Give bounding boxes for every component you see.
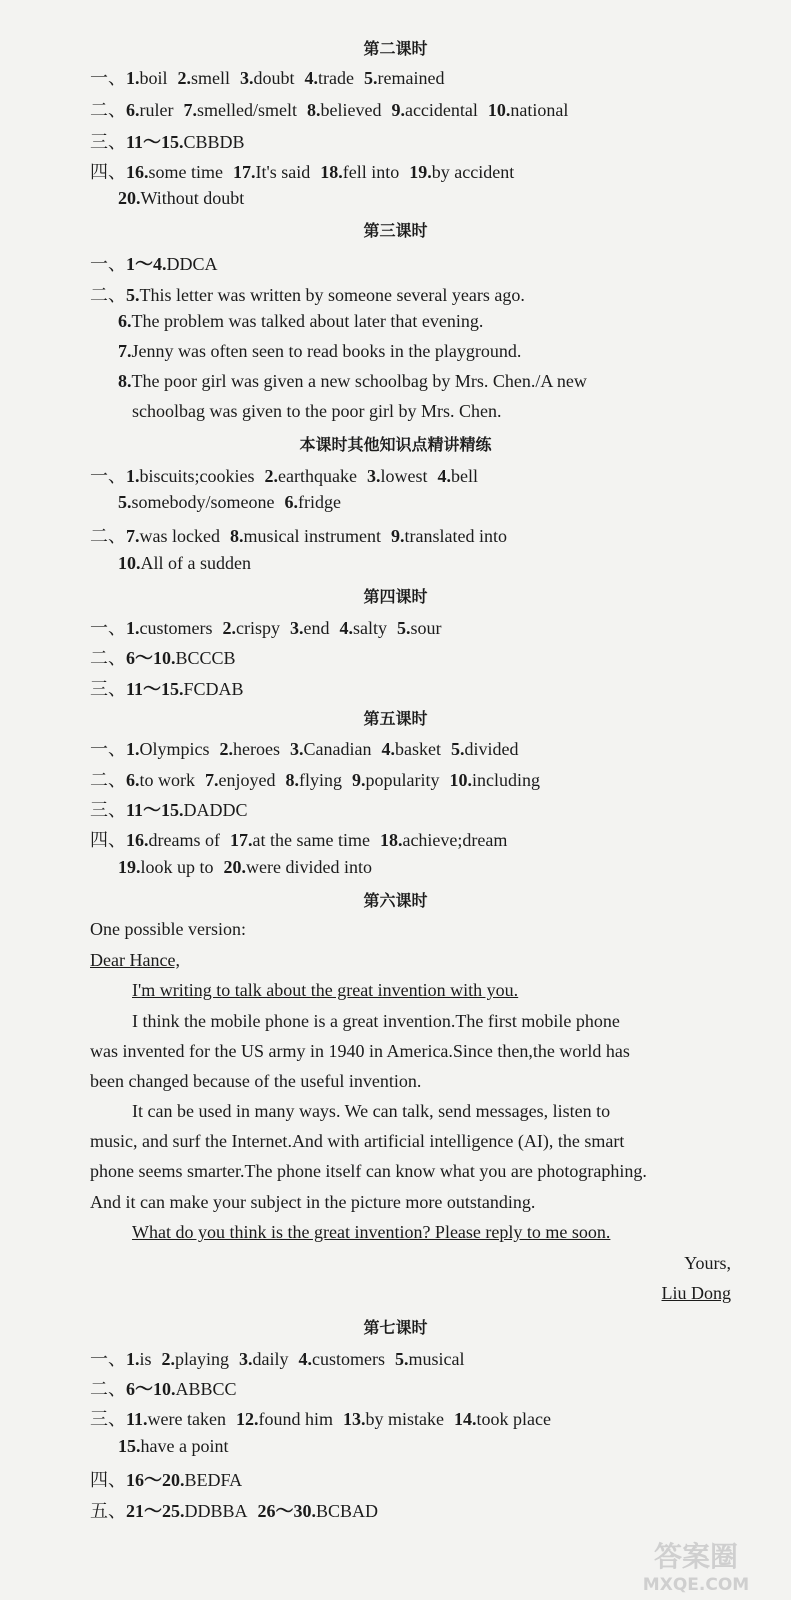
answer-number: 3.: [366, 466, 381, 486]
section-marker: 一、: [90, 466, 126, 486]
answer-text: doubt: [253, 68, 295, 88]
essay-paragraph: I think the mobile phone is a great invention.The first mobile phone: [132, 1011, 620, 1031]
essay-paragraph: been changed because of the useful invention.: [90, 1071, 422, 1091]
answer-text: CBBDB: [183, 132, 245, 152]
answer-number: 19.: [118, 857, 141, 877]
answer-text: playing: [175, 1349, 230, 1369]
answer-text: fell into: [342, 162, 400, 182]
answer-item: [126, 162, 223, 183]
answer-number: 10.: [449, 770, 472, 790]
answer-number: 8.: [229, 526, 244, 546]
answer-line: [118, 341, 521, 362]
answer-item: [451, 739, 519, 760]
answer-number: 16.: [126, 830, 149, 850]
answer-item: [343, 1409, 444, 1430]
answer-item: [220, 739, 280, 760]
essay-paragraph: phone seems smarter.The phone itself can know what you are photographing.: [90, 1161, 647, 1181]
answer-line: [90, 462, 488, 488]
answer-number: 12.: [235, 1409, 259, 1429]
section-marker: 四、: [90, 1470, 126, 1490]
answer-text: basket: [394, 739, 441, 759]
answer-item: [236, 1409, 333, 1430]
answer-item: [183, 100, 296, 121]
answer-number: 2.: [177, 68, 192, 88]
answer-text: took place: [476, 1409, 551, 1429]
answer-line: [90, 96, 578, 122]
answer-number: 5.: [118, 492, 132, 512]
answer-item: [449, 770, 540, 791]
answer-item: [409, 162, 514, 183]
section-marker: 一、: [90, 618, 126, 638]
answer-number: 6.: [284, 492, 298, 512]
answer-text: This letter was written by someone several years ago.: [139, 285, 525, 305]
essay-paragraph: It can be used in many ways. We can talk, send messages, listen to: [132, 1101, 611, 1121]
answer-number: 4.: [298, 1349, 313, 1369]
answer-number: 5.: [395, 1349, 409, 1369]
answer-line: [90, 766, 550, 792]
answer-item: [488, 100, 568, 121]
answer-number: 5.: [450, 739, 465, 759]
answer-line: [90, 1466, 242, 1492]
answer-line: [90, 675, 244, 701]
answer-line: [118, 311, 483, 332]
answer-text: were taken: [147, 1409, 226, 1429]
answer-line: [90, 826, 517, 852]
answer-text: trade: [318, 68, 355, 88]
answer-item: [126, 1349, 152, 1370]
answer-line: [90, 1345, 475, 1371]
answer-number: 1.: [126, 68, 140, 88]
essay-greeting: Dear Hance,: [90, 950, 180, 970]
answer-text: including: [471, 770, 540, 790]
answer-number: 4.: [437, 466, 451, 486]
answer-text: by accident: [431, 162, 515, 182]
answer-line: [90, 128, 245, 154]
answer-number: 7.: [118, 341, 132, 361]
answer-text: ABBCC: [175, 1379, 237, 1399]
essay-signature: Liu Dong: [661, 1283, 731, 1303]
answer-text: look up to: [140, 857, 214, 877]
answer-number: 6～10.: [126, 648, 176, 668]
answer-number: 1～4.: [126, 254, 167, 274]
answer-item: [126, 466, 255, 487]
answer-line: [90, 250, 218, 276]
answer-item: [230, 830, 370, 851]
answer-number: 14.: [453, 1409, 477, 1429]
heading-lesson-4: 第四课时: [363, 587, 428, 606]
answer-number: 2.: [222, 618, 236, 638]
answer-item: [126, 1409, 226, 1430]
answer-item: [437, 466, 478, 487]
answer-item: [380, 830, 507, 851]
answer-item: [126, 770, 195, 791]
section-marker: 一、: [90, 68, 126, 88]
answer-item: [258, 1497, 379, 1523]
answer-item: [118, 492, 274, 513]
section-marker: 二、: [90, 526, 126, 546]
answer-number: 5.: [126, 285, 140, 305]
section-marker: 三、: [90, 1409, 126, 1429]
section-marker: 三、: [90, 132, 126, 152]
answer-text: sour: [410, 618, 442, 638]
answer-line: [90, 614, 451, 640]
answer-number: 2.: [264, 466, 278, 486]
answer-text: DDCA: [166, 254, 218, 274]
answer-text: Without doubt: [140, 188, 245, 208]
answer-line: schoolbag was given to the poor girl by Mrs. Chen.: [132, 401, 502, 421]
answer-text: lowest: [380, 466, 428, 486]
answer-line: [90, 64, 454, 90]
section-marker: 二、: [90, 648, 126, 668]
answer-text: biscuits;cookies: [139, 466, 255, 486]
section-marker: 四、: [90, 830, 126, 850]
answer-number: 8.: [306, 100, 321, 120]
answer-line: [118, 553, 251, 574]
answer-item: [364, 68, 444, 89]
answer-line: [90, 1375, 237, 1401]
answer-number: 1.: [126, 739, 140, 759]
answer-number: 6.: [118, 311, 132, 331]
answer-item: [224, 857, 372, 878]
section-marker: 四、: [90, 162, 126, 182]
answer-item: [178, 68, 231, 89]
answer-number: 5.: [396, 618, 411, 638]
answer-number: 4.: [304, 68, 319, 88]
answer-text: DDBBA: [184, 1501, 248, 1521]
answer-item: [352, 770, 440, 791]
answer-text: some time: [148, 162, 223, 182]
answer-number: 17.: [233, 162, 256, 182]
answer-text: believed: [320, 100, 382, 120]
answer-item: [391, 100, 477, 121]
answer-number: 5.: [364, 68, 378, 88]
answer-number: 16～20.: [126, 1470, 185, 1490]
answer-number: 20.: [223, 857, 247, 877]
answer-text: to work: [139, 770, 195, 790]
heading-lesson-7: 第七课时: [363, 1318, 428, 1337]
answer-text: divided: [464, 739, 519, 759]
answer-text: by mistake: [365, 1409, 444, 1429]
answer-text: customers: [312, 1349, 385, 1369]
heading-lesson-5: 第五课时: [363, 709, 428, 728]
answer-text: musical instrument: [243, 526, 381, 546]
answer-text: Jenny was often seen to read books in the playground.: [131, 341, 522, 361]
answer-item: [126, 618, 212, 639]
answer-text: fridge: [297, 492, 341, 512]
answer-text: Olympics: [139, 739, 210, 759]
answer-item: [367, 466, 428, 487]
answer-item: [381, 739, 440, 760]
answer-number: 9.: [391, 100, 405, 120]
answer-item: [290, 618, 330, 639]
watermark-en: MXQE.COM: [642, 1575, 750, 1594]
answer-item: [320, 162, 399, 183]
section-marker: 二、: [90, 770, 126, 790]
answer-text: flying: [298, 770, 342, 790]
answer-text: national: [510, 100, 569, 120]
answer-number: 13.: [342, 1409, 366, 1429]
answer-number: 15.: [118, 1436, 141, 1456]
answer-item: [126, 739, 210, 760]
answer-number: 10.: [118, 553, 141, 573]
answer-number: 6～10.: [126, 1379, 176, 1399]
answer-number: 18.: [320, 162, 343, 182]
answer-text: DADDC: [183, 800, 248, 820]
answer-number: 7.: [183, 100, 197, 120]
answer-text: heroes: [233, 739, 280, 759]
section-marker: 二、: [90, 1379, 126, 1399]
answer-item: [239, 1349, 289, 1370]
answer-item: [118, 857, 214, 878]
answer-item: [397, 618, 442, 639]
answer-text: boil: [139, 68, 168, 88]
section-marker: 三、: [90, 800, 126, 820]
answer-text: All of a sudden: [140, 553, 251, 573]
essay-intro: One possible version:: [90, 919, 246, 939]
answer-line: [90, 158, 524, 184]
answer-text: smell: [191, 68, 231, 88]
answer-number: 8.: [118, 371, 132, 391]
essay-paragraph: was invented for the US army in 1940 in America.Since then,the world has: [90, 1041, 630, 1061]
answer-item: [395, 1349, 465, 1370]
answer-line: [118, 492, 351, 513]
answer-item: [126, 68, 168, 89]
answer-line: [90, 735, 528, 761]
answer-line: [118, 371, 587, 392]
answer-item: [126, 100, 173, 121]
answer-number: 9.: [351, 770, 366, 790]
answer-item: [339, 618, 387, 639]
answer-number: 4.: [339, 618, 353, 638]
answer-item: [305, 68, 354, 89]
answer-item: [391, 526, 507, 547]
answer-line: [90, 1497, 388, 1523]
answer-line: [118, 188, 244, 209]
answer-text: salty: [352, 618, 387, 638]
answer-number: 11～15.: [126, 132, 184, 152]
section-marker: 二、: [90, 100, 126, 120]
answer-item: [205, 770, 275, 791]
answer-text: have a point: [140, 1436, 229, 1456]
section-marker: 一、: [90, 739, 126, 759]
answer-number: 7.: [126, 526, 140, 546]
answer-number: 16.: [126, 162, 149, 182]
answer-text: BCBAD: [316, 1501, 379, 1521]
answer-text: remained: [377, 68, 445, 88]
answer-number: 10.: [487, 100, 511, 120]
essay-paragraph: I'm writing to talk about the great invention with you.: [132, 980, 519, 1000]
answer-text: enjoyed: [218, 770, 276, 790]
heading-lesson-6: 第六课时: [363, 891, 428, 910]
answer-text: is: [139, 1349, 152, 1369]
heading-extra: 本课时其他知识点精讲精练: [299, 435, 492, 454]
answer-number: 7.: [205, 770, 219, 790]
answer-number: 1.: [126, 618, 140, 638]
section-marker: 三、: [90, 679, 126, 699]
answer-text: BEDFA: [184, 1470, 243, 1490]
answer-number: 9.: [390, 526, 405, 546]
answer-number: 3.: [240, 68, 254, 88]
answer-text: crispy: [235, 618, 280, 638]
answer-number: 17.: [229, 830, 253, 850]
essay-paragraph: music, and surf the Internet.And with artificial intelligence (AI), the smart: [90, 1131, 625, 1151]
answer-text: BCCCB: [175, 648, 236, 668]
answer-number: 6.: [126, 100, 140, 120]
answer-number: 18.: [379, 830, 403, 850]
answer-item: [126, 1497, 248, 1523]
answer-text: achieve;dream: [402, 830, 508, 850]
answer-text: It's said: [255, 162, 311, 182]
answer-item: [126, 526, 220, 547]
answer-line: [90, 1405, 561, 1431]
answer-text: popularity: [365, 770, 440, 790]
essay-paragraph: And it can make your subject in the picture more outstanding.: [90, 1192, 536, 1212]
answer-text: somebody/someone: [131, 492, 275, 512]
answer-text: Canadian: [303, 739, 372, 759]
answer-text: earthquake: [278, 466, 357, 486]
answer-number: 11～15.: [126, 679, 184, 699]
essay-paragraph: What do you think is the great invention? Please reply to me soon.: [132, 1222, 611, 1242]
answer-item: [230, 526, 381, 547]
answer-number: 3.: [289, 618, 304, 638]
answer-text: accidental: [404, 100, 478, 120]
answer-text: at the same time: [252, 830, 370, 850]
answer-number: 20.: [118, 188, 141, 208]
answer-text: end: [303, 618, 330, 638]
heading-lesson-2: 第二课时: [363, 39, 428, 58]
answer-number: 19.: [409, 162, 432, 182]
answer-text: daily: [252, 1349, 289, 1369]
answer-item: [233, 162, 310, 183]
watermark-cn: 答案圈: [653, 1540, 739, 1573]
answer-text: were divided into: [246, 857, 372, 877]
answer-text: dreams of: [148, 830, 220, 850]
answer-item: [162, 1349, 230, 1370]
answer-text: ruler: [139, 100, 174, 120]
section-marker: 一、: [90, 254, 126, 274]
answer-number: 2.: [161, 1349, 176, 1369]
answer-line: [90, 796, 248, 822]
answer-text: translated into: [404, 526, 507, 546]
answer-number: 6.: [126, 770, 140, 790]
answer-line: [118, 1436, 228, 1457]
answer-item: [454, 1409, 551, 1430]
answer-line: [90, 281, 525, 307]
section-marker: 五、: [90, 1501, 126, 1521]
answer-item: [290, 739, 371, 760]
answer-number: 1.: [126, 1349, 140, 1369]
answer-text: smelled/smelt: [196, 100, 297, 120]
answer-item: [240, 68, 295, 89]
essay-closing: Yours,: [684, 1253, 731, 1273]
answer-number: 2.: [219, 739, 233, 759]
answer-number: 1.: [126, 466, 140, 486]
answer-number: 26～30.: [257, 1501, 317, 1521]
answer-number: 21～25.: [126, 1501, 185, 1521]
answer-text: FCDAB: [183, 679, 244, 699]
answer-number: 11.: [126, 1409, 148, 1429]
answer-text: found him: [258, 1409, 333, 1429]
answer-text: bell: [450, 466, 478, 486]
answer-text: customers: [139, 618, 213, 638]
answer-item: [284, 492, 340, 513]
section-marker: 二、: [90, 285, 126, 305]
answer-line: [90, 644, 236, 670]
answer-text: was locked: [139, 526, 220, 546]
answer-number: 8.: [285, 770, 299, 790]
answer-number: 11～15.: [126, 800, 184, 820]
answer-line: [118, 857, 382, 878]
answer-number: 4.: [381, 739, 395, 759]
answer-item: [285, 770, 342, 791]
heading-lesson-3: 第三课时: [363, 221, 428, 240]
answer-number: 3.: [289, 739, 304, 759]
answer-line: [90, 522, 517, 548]
answer-item: [299, 1349, 385, 1370]
answer-item: [307, 100, 381, 121]
answer-item: [126, 830, 220, 851]
answer-number: 3.: [239, 1349, 253, 1369]
section-marker: 一、: [90, 1349, 126, 1369]
answer-item: [222, 618, 280, 639]
answer-text: The poor girl was given a new schoolbag by Mrs. Chen./A new: [131, 371, 587, 391]
answer-item: [265, 466, 357, 487]
watermark-logo: [614, 1536, 779, 1594]
answer-text: The problem was talked about later that evening.: [131, 311, 484, 331]
answer-text: musical: [408, 1349, 465, 1369]
